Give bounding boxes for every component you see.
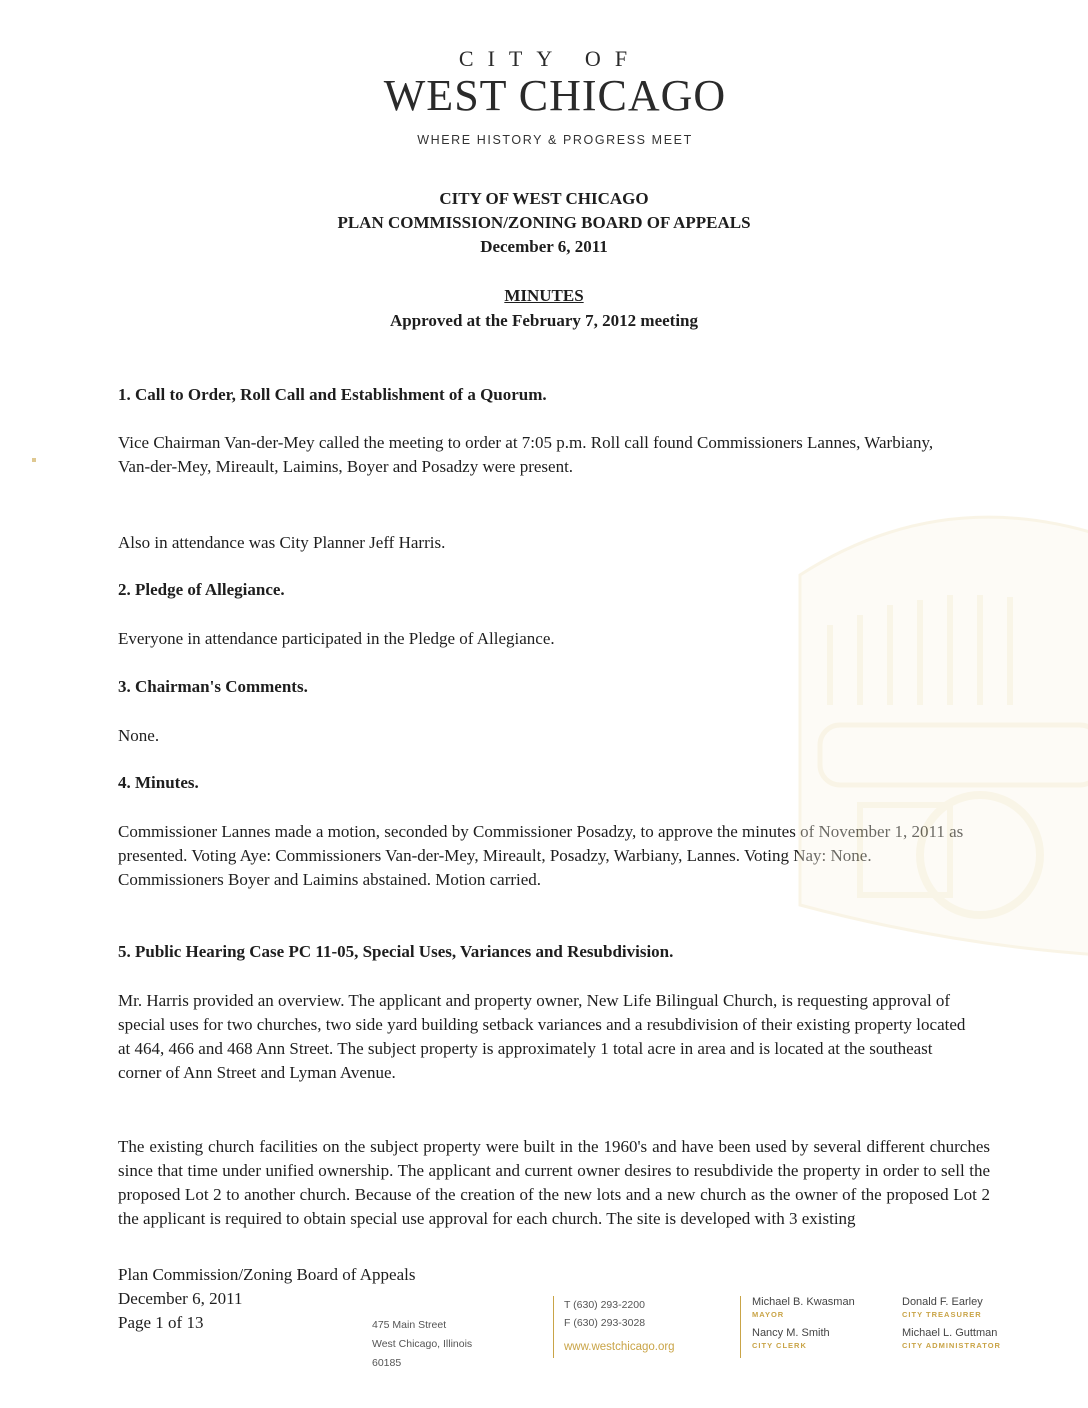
address-line: West Chicago, Illinois [372, 1338, 473, 1350]
approval-note: Approved at the February 7, 2012 meeting [389, 311, 699, 330]
footer-doc-title: Plan Commission/Zoning Board of Appeals [118, 1265, 416, 1284]
letterhead-city-name: WEST CHICAGO [383, 71, 727, 120]
official-name: Donald F. Earley [902, 1296, 983, 1308]
footer-page-info [118, 1263, 416, 1335]
section-title-pledge: 2. Pledge of Allegiance. [118, 580, 285, 599]
footer-page-number: Page 1 of 13 [118, 1313, 204, 1332]
doc-heading-date: December 6, 2011 [480, 237, 608, 256]
address-line: 60185 [372, 1357, 402, 1369]
city-seal-watermark-icon [780, 475, 1088, 965]
footer-doc-date: December 6, 2011 [118, 1289, 243, 1308]
section-paragraph: Mr. Harris provided an overview. The applicant and property owner, New Life Bilingual Church, is requesting approval of special uses for two churches, two side yard building setback variances and a resubdivision of their existing property located at 464, 466 and 468 Ann Street. The subject property is approximately 1 total acre in area and is located at the southeast corner of Ann Street and Lyman Avenue. [118, 991, 966, 1082]
footer-officials-col1 [740, 1296, 855, 1358]
section-title-public-hearing: 5. Public Hearing Case PC 11-05, Special Uses, Variances and Resubdivision. [118, 942, 674, 961]
section-title-minutes: 4. Minutes. [118, 773, 199, 792]
section-paragraph: Also in attendance was City Planner Jeff Harris. [118, 533, 446, 552]
minutes-label: MINUTES [504, 286, 584, 305]
footer-officials-col2 [902, 1296, 1001, 1358]
footer-contact [553, 1296, 675, 1358]
fax-number: F (630) 293-3028 [564, 1317, 646, 1329]
section-paragraph: Vice Chairman Van-der-Mey called the meeting to order at 7:05 p.m. Roll call found Commissioners Lannes, Warbiany, Van-der-Mey, Mireault, Laimins, Boyer and Posadzy were present. [118, 433, 934, 476]
section-paragraph: The existing church facilities on the subject property were built in the 1960's and have been used by several different churches since that time under unified ownership. The applicant and current owner desires to resubdivide the property in order to sell the proposed Lot 2 to another church. Because of the creation of the new lots and a new church as the owner of the proposed Lot 2 the applicant is required to obtain special use approval for each church. The site is developed with 3 existing [118, 1137, 990, 1228]
section-title-chairmans-comments: 3. Chairman's Comments. [118, 677, 308, 696]
section-title-call-to-order: 1. Call to Order, Roll Call and Establishment of a Quorum. [118, 385, 547, 404]
section-paragraph: Everyone in attendance participated in the Pledge of Allegiance. [118, 629, 555, 648]
footer-address [372, 1316, 472, 1373]
official-title: CITY CLERK [752, 1341, 807, 1350]
official-title: MAYOR [752, 1310, 785, 1319]
phone-number: T (630) 293-2200 [564, 1299, 645, 1311]
official-title: CITY ADMINISTRATOR [902, 1341, 1001, 1350]
address-line: 475 Main Street [372, 1319, 447, 1331]
scan-speck [32, 458, 36, 462]
doc-heading-city: CITY OF WEST CHICAGO [439, 189, 649, 208]
doc-heading-board: PLAN COMMISSION/ZONING BOARD OF APPEALS [337, 213, 751, 232]
official-name: Michael B. Kwasman [752, 1296, 855, 1308]
section-paragraph: None. [118, 726, 160, 745]
website-link[interactable]: www.westchicago.org [564, 1341, 675, 1353]
official-name: Nancy M. Smith [752, 1327, 830, 1339]
section-paragraph: Commissioner Lannes made a motion, seconded by Commissioner Posadzy, to approve the minutes of November 1, 2011 as presented. Voting Aye: Commissioners Van-der-Mey, Mireault, Posadzy, Warbiany, Lannes. Voting Nay: None. Commissioners Boyer and Laimins abstained. Motion carried. [118, 822, 964, 889]
letterhead-tagline: WHERE HISTORY & PROGRESS MEET [417, 133, 693, 147]
official-name: Michael L. Guttman [902, 1327, 998, 1339]
official-title: CITY TREASURER [902, 1310, 982, 1319]
letterhead-city-of: CITY OF [458, 46, 642, 71]
